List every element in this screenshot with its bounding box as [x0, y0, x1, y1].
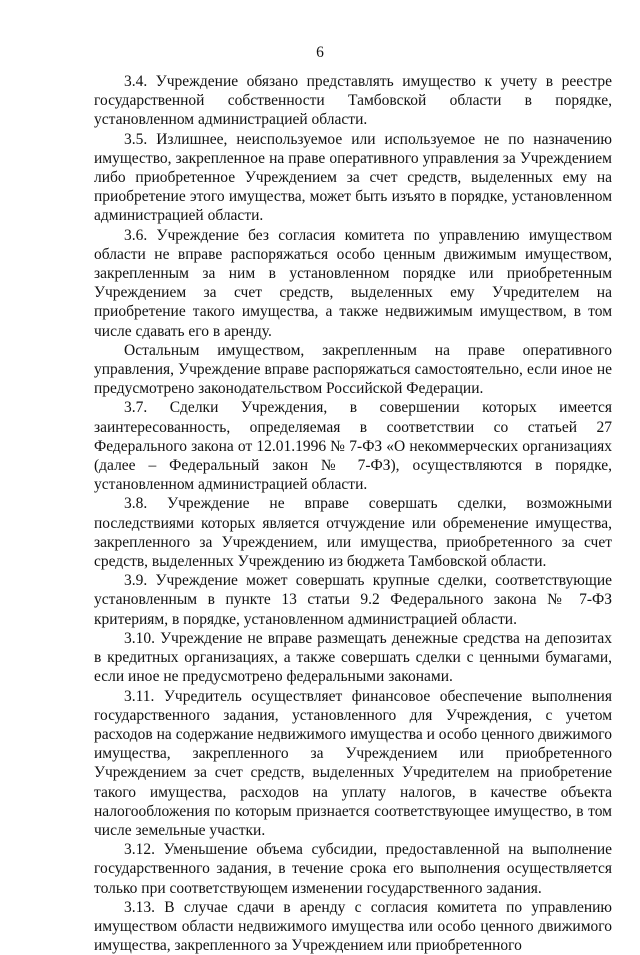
paragraph-3-4: 3.4. Учреждение обязано представлять имущество к учету в реестре государственной собственности Тамбовской области в порядке, установленном администрацией области.	[94, 73, 612, 129]
paragraph-3-6: 3.6. Учреждение без согласия комитета по управлению имуществом области не вправе распоряжаться особо ценным движимым имуществом, закрепленным за ним в установленном порядке или приобретенным Учреждением за счет средств, выделенных ему Учредителем на приобретение такого имущества, а также недвижимым имуществом, в том числе сдавать его в аренду.	[94, 226, 612, 340]
paragraph-3-9: 3.9. Учреждение может совершать крупные сделки, соответствующие установленным в пункте 13 статьи 9.2 Федерального закона № 7-ФЗ критериям, в порядке, установленном администрацией области.	[94, 572, 612, 628]
paragraph-3-5: 3.5. Излишнее, неиспользуемое или используемое не по назначению имущество, закрепленное на праве оперативного управления за Учреждением либо приобретенное Учреждением за счет средств, выделенных ему на приобретение этого имущества, может быть изъято в порядке, установленном администрацией области.	[94, 130, 612, 225]
paragraph-3-6-continued: Остальным имуществом, закрепленным на праве оперативного управления, Учреждение вправе распоряжаться самостоятельно, если иное не предусмотрено законодательством Российской Федерации.	[94, 341, 612, 398]
paragraph-3-13: 3.13. В случае сдачи в аренду с согласия комитета по управлению имуществом области недвижимого имущества или особо ценного движимого имущества, закрепленного за Учреждением или приобретенного	[94, 898, 612, 955]
page-number: 6	[316, 44, 324, 61]
paragraph-3-7: 3.7. Сделки Учреждения, в совершении которых имеется заинтересованность, определяемая в соответствии со статьей 27 Федерального закона от 12.01.1996 № 7-ФЗ «О некоммерческих организациях (далее – Федеральный закон № 7-ФЗ), осуществляются в порядке, установленном администрацией области.	[94, 399, 612, 494]
paragraph-3-12: 3.12. Уменьшение объема субсидии, предоставленной на выполнение государственного задания, в течение срока его выполнения осуществляется только при соответствующем изменении государственного задания.	[94, 841, 612, 897]
paragraph-3-10: 3.10. Учреждение не вправе размещать денежные средства на депозитах в кредитных организациях, а также совершать сделки с ценными бумагами, если иное не предусмотрено федеральными законами.	[94, 629, 612, 686]
document-body	[94, 72, 612, 955]
paragraph-3-11: 3.11. Учредитель осуществляет финансовое обеспечение выполнения государственного задания, установленного для Учреждения, с учетом расходов на содержание недвижимого имущества и особо ценного движимого имущества, закрепленного за Учреждением или приобретенного Учреждением за счет средств, выделенных Учредителем на приобретение такого имущества, расходов на уплату налогов, в качестве объекта налогообложения по которым признается соответствующее имущество, в том числе земельные участки.	[94, 687, 612, 839]
paragraph-3-8: 3.8. Учреждение не вправе совершать сделки, возможными последствиями которых является отчуждение или обременение имущества, закрепленного за Учреждением, или имущества, приобретенного за счет средств, выделенных Учреждению из бюджета Тамбовской области.	[94, 495, 612, 571]
